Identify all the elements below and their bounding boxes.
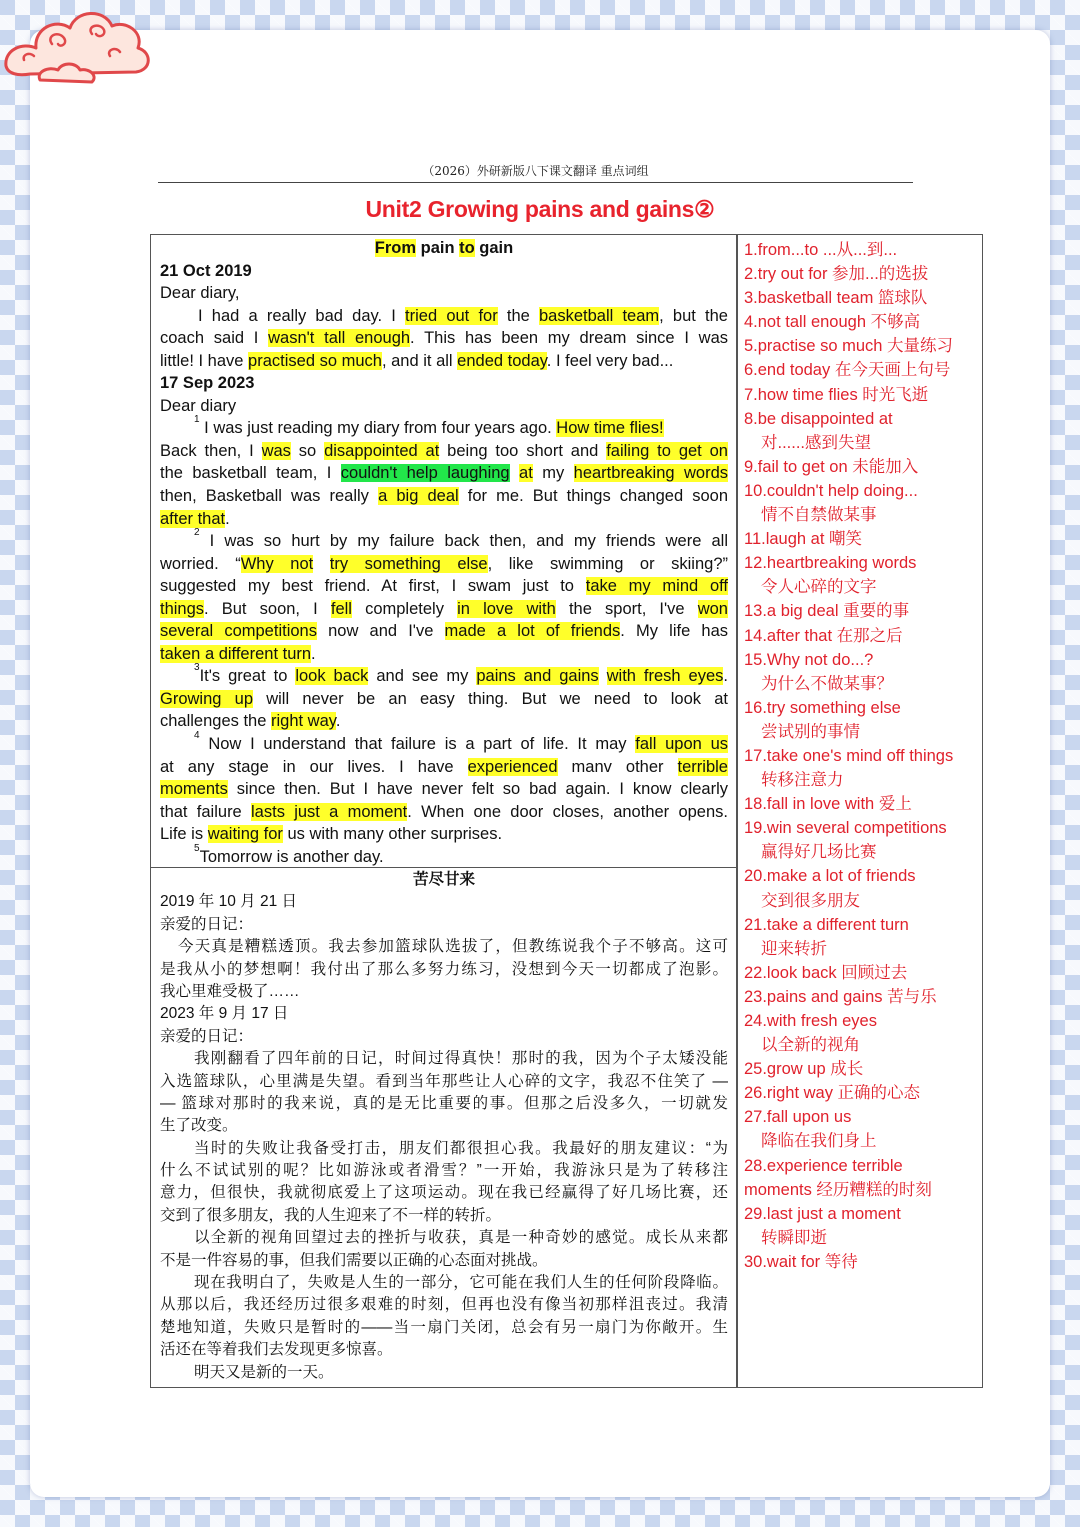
text-run: .: [723, 667, 728, 686]
highlighted-phrase: pains and gains: [476, 667, 599, 686]
text-run: . My life has: [620, 622, 729, 641]
text-run: will never be an easy thing. But we need to look at: [253, 689, 728, 708]
vocab-item: 23.pains and gains 苦与乐: [744, 987, 937, 1006]
chinese-line: 楚地知道，失败只是暂时的——当一扇门关闭，总会有另一扇门为你敞开。生: [160, 1318, 728, 1336]
column-divider: [736, 235, 738, 1387]
vocab-item: 11.laugh at 嘲笑: [744, 530, 863, 549]
highlighted-phrase: moments: [160, 780, 228, 799]
highlighted-phrase: won: [697, 599, 728, 618]
text-run: Dear diary: [160, 396, 237, 415]
english-line: [160, 350, 728, 373]
text-run: now and I've: [316, 622, 445, 641]
vocab-item: 26.right way 正确的心态: [744, 1084, 921, 1103]
text-run: that failure: [160, 802, 252, 821]
highlighted-phrase: look back: [295, 667, 369, 686]
text-run: . When one door closes, another opens.: [407, 802, 728, 821]
vocab-item: 28.experience terrible: [744, 1156, 903, 1175]
vocab-item: 14.after that 在那之后: [744, 626, 903, 645]
vocab-meaning: 对......感到失望: [761, 433, 872, 452]
text-run: suggested my best friend. At first, I swam just to: [160, 577, 586, 596]
vocab-meaning: 为什么不做某事？: [761, 674, 893, 693]
text-run: [313, 555, 330, 573]
content-table: [150, 234, 983, 1388]
vocab-meaning: 尝试别的事情: [761, 722, 860, 741]
text-run: .: [225, 509, 230, 528]
text-run: , but the: [659, 306, 728, 325]
text-run: manv other: [557, 757, 678, 776]
vocab-meaning: 迎来转折: [761, 939, 827, 958]
text-run: at any stage in our lives. I have: [160, 757, 468, 776]
text-run: worried. “: [160, 554, 241, 573]
vocab-item: 1.from...to ...从...到...: [744, 241, 898, 259]
paragraph-number: 3: [194, 662, 200, 674]
chinese-line: 以全新的视角回望过去的挫折与收获，真是一种奇妙的感觉。成长从来都: [194, 1229, 728, 1247]
english-line: [160, 414, 728, 440]
vocab-meaning: 令人心碎的文字: [761, 578, 877, 597]
text-run: 17 Sep 2023: [160, 374, 255, 393]
text-run: It's great to: [199, 667, 296, 686]
english-line: [160, 527, 728, 553]
chinese-line: 亲爱的日记：: [160, 915, 254, 933]
highlighted-phrase: wasn't tall enough: [268, 329, 411, 348]
highlighted-phrase: basketball team: [539, 306, 660, 325]
text-run: [599, 667, 607, 685]
vocab-item: 16.try something else: [744, 698, 901, 717]
page-title: Unit2 Growing pains and gains②: [365, 196, 715, 222]
highlighted-phrase: fall upon us: [635, 735, 728, 754]
text-run: Tomorrow is another day.: [199, 847, 384, 866]
highlighted-phrase: try something else: [329, 554, 488, 573]
highlighted-phrase: Why not: [240, 554, 314, 573]
text-run: then, Basketball was really: [160, 487, 379, 506]
paragraph-number: 1: [194, 414, 200, 426]
vocab-item: 29.last just a moment: [744, 1204, 901, 1223]
highlighted-phrase: heartbreaking words: [573, 464, 728, 483]
highlighted-phrase: in love with: [457, 599, 556, 618]
vocab-item: 18.fall in love with 爱上: [744, 795, 912, 814]
english-heading: [160, 237, 728, 260]
vocab-meaning: 以全新的视角: [761, 1036, 860, 1055]
highlighted-phrase: lasts just a moment: [251, 802, 408, 821]
text-run: the sport, I've: [555, 599, 698, 618]
text-run: I had a really bad day. I: [198, 306, 406, 325]
highlighted-phrase: right way: [271, 712, 336, 731]
text-run: for me. But things changed soon: [458, 487, 729, 506]
highlighted-phrase: ended today: [457, 351, 547, 370]
highlighted-phrase: several competitions: [160, 622, 317, 641]
english-line: [160, 327, 728, 350]
chinese-translation: [160, 869, 728, 1384]
text-run: , like swimming or skiing?”: [487, 554, 728, 573]
highlighted-phrase: couldn't help laughing: [340, 464, 510, 483]
chinese-line: 当时的失败让我备受打击，朋友们都很担心我。我最好的朋友建议：“为: [194, 1139, 728, 1157]
vocab-item: 20.make a lot of friends: [744, 867, 916, 886]
text-run: gain: [474, 239, 514, 257]
english-line: [160, 756, 728, 779]
chinese-line: 什么不试试别的呢？比如游泳或者滑雪？”一开始，我游泳只是为了转移注: [160, 1162, 728, 1180]
english-line: [160, 598, 728, 621]
text-run: my: [532, 464, 574, 483]
english-line: [160, 440, 728, 463]
paragraph-number: 2: [194, 527, 200, 539]
text-run: challenges the: [160, 712, 271, 731]
highlighted-phrase: after that: [160, 509, 226, 528]
vocab-meaning: 赢得好几场比赛: [761, 843, 877, 862]
chinese-line: 我刚翻看了四年前的日记，时间过得真快！那时的我，因为个子太矮没能: [194, 1050, 728, 1068]
vocab-item: 13.a big deal 重要的事: [744, 602, 910, 621]
highlighted-phrase: made a lot of friends: [444, 622, 621, 641]
highlighted-phrase: practised so much: [248, 351, 382, 370]
text-run: us with many other surprises.: [282, 825, 503, 844]
text-run: I was just reading my diary from four years ago.: [199, 419, 557, 438]
vocab-meaning: 情不自禁做某事: [761, 506, 877, 525]
vocab-meaning: 转瞬即逝: [761, 1228, 827, 1247]
highlighted-phrase: failing to get on: [606, 441, 728, 460]
key-phrases-list: [744, 238, 980, 1274]
text-run: Back then, I: [160, 441, 262, 460]
vocab-item: 6.end today 在今天画上句号: [744, 361, 951, 380]
english-line: [160, 462, 728, 485]
english-line: [160, 823, 728, 846]
text-run: Now I understand that failure is a part of life. It may: [199, 735, 636, 754]
vocab-item: 2.try out for 参加...的选拔: [744, 265, 929, 284]
highlighted-phrase: terrible: [677, 757, 728, 776]
highlighted-phrase: things: [160, 599, 205, 618]
vocab-item: 5.practise so much 大量练习: [744, 337, 954, 356]
vocab-item: 10.couldn't help doing...: [744, 481, 918, 500]
chinese-line: 活还在等着我们去发现更多惊喜。: [160, 1341, 393, 1359]
english-line: [160, 260, 728, 283]
chinese-line: 是我从小的梦想啊！我付出了那么多努力练习，没想到今天一切都成了泡影。: [160, 960, 728, 978]
highlighted-phrase: waiting for: [207, 825, 283, 844]
chinese-line: — 篮球对那时的我来说，真的是无比重要的事。但那之后没多久，一切就发: [160, 1094, 728, 1112]
chinese-line: 从那以后，我还经历过很多艰难的时刻，但再也没有像当初那样沮丧过。我清: [160, 1296, 728, 1314]
chinese-line: 不是一件容易的事，但我们需要以正确的心态面对挑战。: [160, 1251, 548, 1269]
vocab-item: 21.take a different turn: [744, 915, 909, 934]
vocab-item: 27.fall upon us: [744, 1108, 852, 1127]
chinese-line: 今天真是糟糕透顶。我去参加篮球队选拔了，但教练说我个子不够高。这可: [178, 938, 728, 956]
text-run: . But soon, I: [204, 599, 331, 618]
text-run: Dear diary,: [160, 284, 240, 303]
vocab-meaning: 交到很多朋友: [761, 891, 860, 910]
english-line: [160, 372, 728, 395]
vocab-item: 17.take one's mind off things: [744, 746, 954, 765]
text-run: so: [290, 441, 325, 460]
highlighted-phrase: fell: [330, 599, 352, 618]
highlighted-phrase: From: [374, 239, 417, 257]
vocab-item: 24.with fresh eyes: [744, 1012, 877, 1030]
english-line: [160, 282, 728, 305]
highlighted-phrase: taken a different turn: [160, 644, 312, 663]
english-line: [160, 620, 728, 643]
paragraph-number: 5: [194, 842, 200, 854]
english-line: [160, 842, 728, 869]
highlighted-phrase: to: [459, 239, 475, 257]
chinese-line: 亲爱的日记：: [160, 1027, 254, 1045]
highlighted-phrase: a big deal: [378, 487, 459, 506]
english-line: [160, 395, 728, 418]
english-line: [160, 801, 728, 824]
text-run: .: [335, 712, 341, 731]
vocab-item: 22.look back 回顾过去: [744, 963, 908, 982]
text-run: I was so hurt by my failure back then, and my friends were all: [199, 532, 728, 551]
text-run: being too short and: [439, 441, 607, 460]
highlighted-phrase: How time flies!: [556, 419, 664, 438]
vocab-item: 25.grow up 成长: [744, 1060, 864, 1079]
english-line: [160, 730, 728, 756]
chinese-heading: 苦尽甘来: [412, 871, 475, 888]
text-run: Life is: [160, 825, 208, 844]
chinese-line: 2023 年 9 月 17 日: [160, 1005, 289, 1023]
text-run: .: [311, 644, 316, 663]
text-run: coach said I: [160, 329, 269, 348]
chinese-line: 2019 年 10 月 21 日: [160, 893, 297, 911]
chinese-line: 现在我明白了，失败是人生的一部分，它可能在我们人生的任何阶段降临。: [194, 1274, 728, 1292]
chinese-line: 生了改变。: [160, 1117, 238, 1135]
text-run: . This has been my dream since I was: [410, 329, 729, 348]
english-line: [160, 710, 728, 733]
text-run: 21 Oct 2019: [160, 261, 252, 280]
highlighted-phrase: was: [261, 441, 291, 460]
vocab-item: 7.how time flies 时光飞逝: [744, 385, 929, 404]
english-line: [160, 305, 728, 328]
highlighted-phrase: Growing up: [160, 689, 254, 708]
chinese-line: 意力，但很快，我就彻底爱上了这项运动。现在我已经赢得了好几场比赛，还: [160, 1184, 728, 1202]
highlighted-phrase: tried out for: [405, 306, 498, 325]
vocab-item: 3.basketball team 篮球队: [744, 289, 928, 308]
highlighted-phrase: with fresh eyes: [606, 667, 724, 686]
english-text: [160, 237, 728, 868]
vocab-item: 19.win several competitions: [744, 819, 947, 838]
page-header: （2026）外研新版八下课文翻译 重点词组: [158, 162, 913, 183]
chinese-line: 入选篮球队，心里满是失望。看到当年那些让人心碎的文字，我忍不住笑了 —: [160, 1072, 728, 1090]
vocab-item: 15.Why not do...?: [744, 650, 874, 669]
english-line: [160, 778, 728, 801]
text-run: and see my: [368, 667, 477, 686]
text-run: the: [497, 306, 539, 325]
highlighted-phrase: at: [519, 464, 533, 483]
highlighted-phrase: experienced: [467, 757, 558, 776]
english-line: [160, 662, 728, 688]
vocab-item: 8.be disappointed at: [744, 409, 893, 428]
vocab-meaning: 降临在我们身上: [761, 1132, 877, 1151]
text-run: since then. But I have never felt so bad again. I know clearly: [227, 780, 728, 799]
chinese-line: 我心里难受极了……: [160, 982, 300, 1000]
text-run: completely: [351, 599, 458, 618]
vocab-item: 9.fail to get on 未能加入: [744, 457, 919, 476]
vocab-meaning: 转移注意力: [761, 771, 844, 790]
english-line: [160, 575, 728, 598]
english-line: [160, 643, 728, 666]
text-run: . I feel very bad...: [546, 351, 674, 370]
chinese-line: 交到了很多朋友，我的人生迎来了不一样的转折。: [160, 1206, 502, 1224]
text-run: [510, 464, 519, 482]
text-run: , and it all: [381, 351, 458, 370]
text-run: the basketball team, I: [160, 464, 341, 483]
vocab-item: moments 经历糟糕的时刻: [744, 1180, 932, 1199]
highlighted-phrase: disappointed at: [324, 441, 440, 460]
vocab-item: 30.wait for 等待: [744, 1252, 858, 1271]
paragraph-number: 4: [194, 730, 200, 742]
english-line: [160, 508, 728, 531]
english-line: [160, 688, 728, 711]
text-run: pain: [416, 239, 460, 257]
english-line: [160, 553, 728, 576]
vocab-item: 4.not tall enough 不够高: [744, 313, 921, 332]
text-run: little! I have: [160, 351, 249, 370]
vocab-item: 12.heartbreaking words: [744, 554, 917, 573]
highlighted-phrase: take my mind off: [585, 577, 729, 596]
english-line: [160, 485, 728, 508]
chinese-line: 明天又是新的一天。: [194, 1363, 334, 1381]
auspicious-cloud-icon: [0, 0, 155, 100]
